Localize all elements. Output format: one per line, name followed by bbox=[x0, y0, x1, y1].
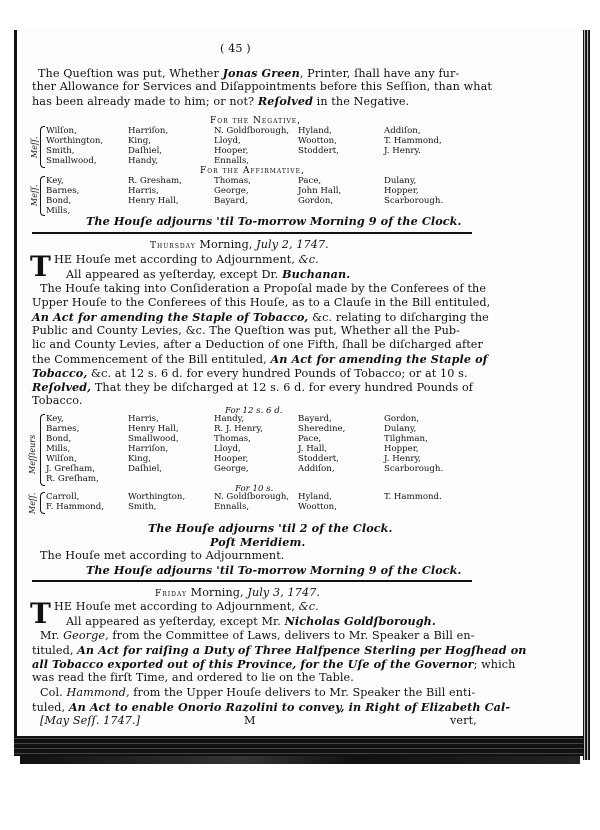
vote-12s6d-name: Henry Hall, bbox=[128, 424, 179, 434]
friday-line-1: HE Houſe met according to Adjournment, &c. bbox=[54, 600, 319, 613]
vote-12s6d-name: Bond, bbox=[46, 434, 72, 444]
affirmative-name: John Hall, bbox=[298, 186, 342, 196]
vote-12s6d-name: J. Hall, bbox=[298, 444, 328, 454]
affirmative-name: Dulany, bbox=[384, 176, 417, 186]
vote-10s-name: Wootton, bbox=[298, 502, 337, 512]
vote-10s-name: Carroll, bbox=[46, 492, 80, 502]
affirmative-name: Barnes, bbox=[46, 186, 80, 196]
affirmative-name: George, bbox=[214, 186, 249, 196]
thursday-p7: Tobacco, &c. at 12 s. 6 d. for every hundred Pounds of Tobacco; or at 10 s. bbox=[32, 366, 468, 380]
vote-header-10s: For 10 s. bbox=[235, 484, 274, 494]
vote-12s6d-name: Tilghman, bbox=[384, 434, 428, 444]
thursday-p4: Public and County Levies, &c. The Queſtion was put, Whether all the Pub- bbox=[32, 324, 461, 337]
side-label-affirmative: Meſſ. bbox=[30, 184, 39, 206]
adjourn-1: The Houſe adjourns 'til To-morrow Morning 9 of the Clock. bbox=[86, 214, 462, 228]
vote-12s6d-name: Pace, bbox=[298, 434, 322, 444]
vote-header-12s6d: For 12 s. 6 d. bbox=[225, 406, 283, 416]
vote-10s-name: T. Hammond. bbox=[384, 492, 442, 502]
affirmative-name: R. Gresham, bbox=[128, 176, 182, 186]
side-label-10s: Meſſ. bbox=[28, 492, 37, 514]
house-met-again: The Houſe met according to Adjournment. bbox=[40, 549, 285, 562]
vote-10s-name: F. Hammond, bbox=[46, 502, 104, 512]
friday-line-2: All appeared as yeſterday, except Mr. Nicholas Goldſborough. bbox=[66, 614, 436, 628]
affirmative-name: Mills, bbox=[46, 206, 71, 216]
vote-12s6d-name: Dulany, bbox=[384, 424, 417, 434]
vote-12s6d-name: Sheredine, bbox=[298, 424, 346, 434]
vote-10s-name: Smith, bbox=[128, 502, 157, 512]
negative-name: Hyland, bbox=[298, 126, 332, 136]
affirmative-name: Harris, bbox=[128, 186, 159, 196]
side-label-negative: Meſſ. bbox=[30, 136, 39, 158]
vote-12s6d-name: R. Greſham, bbox=[46, 474, 99, 484]
affirmative-name: Bond, bbox=[46, 196, 72, 206]
post-meridiem: Poſt Meridiem. bbox=[210, 535, 306, 549]
negative-name: Stoddert, bbox=[298, 146, 339, 156]
vote-10s-name: Hyland, bbox=[298, 492, 332, 502]
negative-name: N. Goldſborough, bbox=[214, 126, 290, 136]
negative-name: Worthington, bbox=[46, 136, 104, 146]
thursday-p5: lic and County Levies, after a Deduction of one Fifth, ſhall be diſcharged after bbox=[32, 338, 483, 351]
thursday-p6: the Commencement of the Bill entituled, An Act for amending the Staple of bbox=[32, 352, 488, 366]
negative-name: Wilſon, bbox=[46, 126, 77, 136]
friday-heading: Friday Morning, July 3, 1747. bbox=[155, 586, 321, 599]
question-line-3: has been already made to him; or not? Reſolved in the Negative. bbox=[32, 94, 410, 108]
thursday-line-2: All appeared as yeſterday, except Dr. Buchanan. bbox=[66, 267, 351, 281]
vote-12s6d-name: Thomas, bbox=[214, 434, 251, 444]
thursday-heading: Thursday Morning, July 2, 1747. bbox=[150, 238, 329, 251]
affirmative-name: Hopper, bbox=[384, 186, 419, 196]
negative-name: T. Hammond, bbox=[384, 136, 442, 146]
vote-10s-name: Ennalls, bbox=[214, 502, 250, 512]
negative-name: Smallwood, bbox=[46, 156, 97, 166]
footer-catchword: vert, bbox=[450, 714, 477, 727]
friday-p1: Mr. George, from the Committee of Laws, delivers to Mr. Speaker a Bill en- bbox=[40, 629, 475, 642]
vote-12s6d-name: Hopper, bbox=[384, 444, 419, 454]
negative-name: Daſhiel, bbox=[128, 146, 163, 156]
divider-2 bbox=[32, 580, 472, 582]
affirmative-name: Thomas, bbox=[214, 176, 251, 186]
affirmative-name: Bayard, bbox=[214, 196, 248, 206]
vote-12s6d-name: Harriſon, bbox=[128, 444, 169, 454]
vote-12s6d-name: R. J. Henry, bbox=[214, 424, 263, 434]
negative-name: King, bbox=[128, 136, 151, 146]
thursday-line-1: HE Houſe met according to Adjournment, &c. bbox=[54, 253, 319, 266]
negative-name: Harriſon, bbox=[128, 126, 169, 136]
vote-12s6d-name: Key, bbox=[46, 414, 64, 424]
brace-negative bbox=[40, 126, 45, 168]
thursday-p3: An Act for amending the Staple of Tobacco, &c. relating to diſcharging the bbox=[32, 310, 489, 324]
page-number: ( 45 ) bbox=[220, 42, 251, 55]
vote-12s6d-name: Wilſon, bbox=[46, 454, 77, 464]
negative-name: Smith, bbox=[46, 146, 75, 156]
vote-12s6d-name: Mills, bbox=[46, 444, 71, 454]
page-stack-edge-lower bbox=[20, 756, 580, 764]
footer-session: [May Seſſ. 1747.] bbox=[40, 714, 141, 727]
divider-1 bbox=[32, 232, 472, 234]
vote-10s-name: Worthington, bbox=[128, 492, 186, 502]
question-line-2: ther Allowance for Services and Diſappointments before this Seſſion, than what bbox=[32, 80, 492, 93]
affirmative-name: Henry Hall, bbox=[128, 196, 179, 206]
thursday-p1: The Houſe taking into Conſideration a Propoſal made by the Conferees of the bbox=[40, 282, 487, 295]
friday-p4: was read the firſt Time, and ordered to lie on the Table. bbox=[32, 671, 354, 684]
vote-12s6d-name: Gordon, bbox=[384, 414, 420, 424]
vote-12s6d-name: George, bbox=[214, 464, 249, 474]
brace-affirmative bbox=[40, 176, 45, 216]
vote-12s6d-name: J. Henry, bbox=[384, 454, 421, 464]
affirmative-name: Key, bbox=[46, 176, 64, 186]
negative-name: Handy, bbox=[128, 156, 159, 166]
affirmative-name: Gordon, bbox=[298, 196, 334, 206]
vote-12s6d-name: J. Greſham, bbox=[46, 464, 96, 474]
page-right-edge bbox=[583, 30, 590, 760]
vote-12s6d-name: Lloyd, bbox=[214, 444, 241, 454]
question-line-1: The Queſtion was put, Whether Jonas Green, Printer, ſhall have any fur- bbox=[38, 66, 460, 80]
side-label-12s6d: Meſſieurs bbox=[28, 434, 37, 474]
brace-12s6d bbox=[40, 414, 45, 486]
page-stack-edge bbox=[14, 736, 586, 756]
affirmative-name: Pace, bbox=[298, 176, 322, 186]
brace-10s bbox=[40, 492, 45, 514]
affirmative-name: Scarborough. bbox=[384, 196, 444, 206]
friday-p3: all Tobacco exported out of this Province, for the Uſe of the Governor; which bbox=[32, 657, 516, 671]
friday-p2: tituled, An Act for raiſing a Duty of Three Halfpence Sterling per Hogſhead on bbox=[32, 643, 527, 657]
friday-p5: Col. Hammond, from the Upper Houſe delivers to Mr. Speaker the Bill enti- bbox=[40, 686, 476, 699]
negative-header: For the Negative, bbox=[210, 116, 302, 126]
vote-10s-name: N. Goldſborough, bbox=[214, 492, 290, 502]
adjourn-2: The Houſe adjourns 'til 2 of the Clock. bbox=[148, 521, 393, 535]
thursday-p2: Upper Houſe to the Conferees of this Houſe, as to a Clauſe in the Bill entituled, bbox=[32, 296, 491, 309]
negative-name: Wootton, bbox=[298, 136, 337, 146]
affirmative-header: For the Affirmative, bbox=[200, 166, 305, 176]
vote-12s6d-name: Addiſon, bbox=[298, 464, 335, 474]
vote-12s6d-name: Daſhiel, bbox=[128, 464, 163, 474]
friday-p6: tuled, An Act to enable Onorio Razolini to convey, in Right of Elizabeth Cal- bbox=[32, 700, 511, 714]
negative-name: Lloyd, bbox=[214, 136, 241, 146]
vote-12s6d-name: Scarborough. bbox=[384, 464, 444, 474]
vote-12s6d-name: Handy, bbox=[214, 414, 245, 424]
negative-name: J. Henry. bbox=[384, 146, 421, 156]
footer-signature: M bbox=[244, 714, 256, 727]
vote-12s6d-name: Bayard, bbox=[298, 414, 332, 424]
vote-12s6d-name: Smallwood, bbox=[128, 434, 179, 444]
drop-cap-t-thursday: T bbox=[30, 250, 51, 283]
drop-cap-t-friday: T bbox=[30, 597, 51, 630]
thursday-p8: Reſolved, That they be diſcharged at 12 s. 6 d. for every hundred Pounds of bbox=[32, 380, 474, 394]
vote-12s6d-name: Barnes, bbox=[46, 424, 80, 434]
adjourn-3: The Houſe adjourns 'til To-morrow Morning 9 of the Clock. bbox=[86, 563, 462, 577]
vote-12s6d-name: Hooper, bbox=[214, 454, 249, 464]
negative-name: Hooper, bbox=[214, 146, 249, 156]
thursday-p9: Tobacco. bbox=[32, 394, 83, 407]
negative-name: Ennalls, bbox=[214, 156, 250, 166]
vote-12s6d-name: Harris, bbox=[128, 414, 159, 424]
vote-12s6d-name: King, bbox=[128, 454, 151, 464]
vote-12s6d-name: Stoddert, bbox=[298, 454, 339, 464]
negative-name: Addiſon, bbox=[384, 126, 421, 136]
